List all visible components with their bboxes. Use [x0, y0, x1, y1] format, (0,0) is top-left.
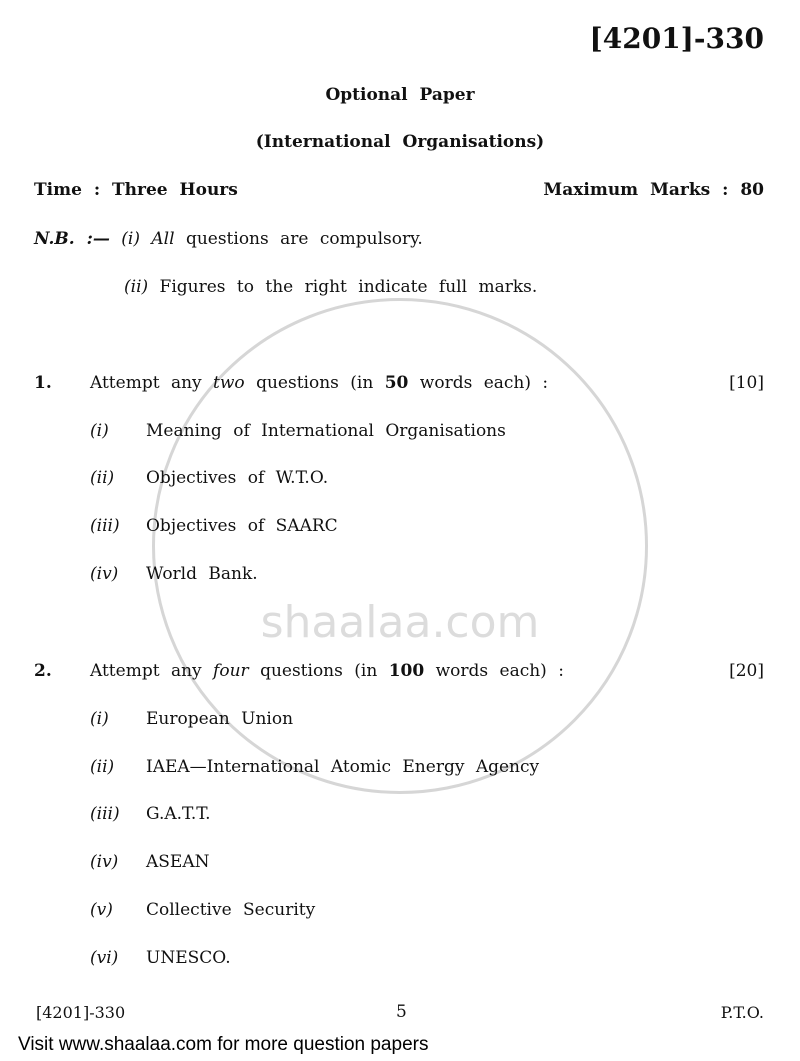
- q-emph: two: [213, 373, 245, 393]
- item-num: (ii): [90, 757, 115, 777]
- item-text: Collective Security: [146, 900, 316, 920]
- item-num: (i): [90, 421, 109, 441]
- q-count: 50: [384, 373, 409, 393]
- q-pre: Attempt any: [90, 373, 202, 393]
- nb-text: Figures to the right indicate full marks.: [159, 277, 538, 297]
- q-post: questions (in: [260, 661, 378, 681]
- paper-title: Optional Paper: [325, 85, 475, 105]
- item-num: (v): [90, 900, 113, 920]
- watermark-text: shaalaa.com: [260, 597, 540, 648]
- nb-emph: All: [151, 229, 175, 249]
- nb-line-1: [34, 229, 423, 249]
- question-number: 1.: [34, 373, 52, 393]
- item-text: Objectives of SAARC: [146, 516, 338, 536]
- max-marks: Maximum Marks : 80: [543, 180, 764, 200]
- item-text: Objectives of W.T.O.: [146, 468, 329, 488]
- nb-num: (i): [121, 229, 140, 249]
- q-post2: words each) :: [419, 373, 549, 393]
- question-number: 2.: [34, 661, 52, 681]
- item-text: G.A.T.T.: [146, 804, 211, 824]
- item-num: (iii): [90, 516, 120, 536]
- q-pre: Attempt any: [90, 661, 202, 681]
- question-marks: [10]: [729, 373, 764, 393]
- q-post2: words each) :: [435, 661, 564, 681]
- question-marks: [20]: [729, 661, 764, 681]
- item-num: (iv): [90, 564, 119, 584]
- item-text: World Bank.: [146, 564, 258, 584]
- question-text: [90, 373, 548, 393]
- footer-page-number: 5: [396, 1002, 407, 1022]
- item-text: IAEA—International Atomic Energy Agency: [146, 757, 540, 777]
- paper-subtitle: (International Organisations): [255, 132, 545, 152]
- nb-label: N.B. :—: [34, 229, 110, 249]
- item-text: UNESCO.: [146, 948, 231, 968]
- item-text: ASEAN: [146, 852, 210, 872]
- nb-num: (ii): [124, 277, 149, 297]
- item-num: (vi): [90, 948, 119, 968]
- item-num: (i): [90, 709, 109, 729]
- q-count: 100: [388, 661, 425, 681]
- footer-code: [4201]-330: [36, 1003, 126, 1022]
- item-num: (ii): [90, 468, 115, 488]
- footer-pto: P.T.O.: [720, 1003, 764, 1022]
- q-emph: four: [213, 661, 249, 681]
- item-num: (iv): [90, 852, 119, 872]
- item-num: (iii): [90, 804, 120, 824]
- item-text: Meaning of International Organisations: [146, 421, 506, 441]
- time-label: Time : Three Hours: [34, 180, 238, 200]
- paper-code: [4201]-330: [589, 22, 764, 55]
- footer-visit-link[interactable]: Visit www.shaalaa.com for more question papers: [18, 1034, 429, 1055]
- q-post: questions (in: [256, 373, 374, 393]
- question-text: [90, 661, 564, 681]
- nb-line-2: [124, 277, 537, 297]
- item-text: European Union: [146, 709, 294, 729]
- nb-text: questions are compulsory.: [185, 229, 423, 249]
